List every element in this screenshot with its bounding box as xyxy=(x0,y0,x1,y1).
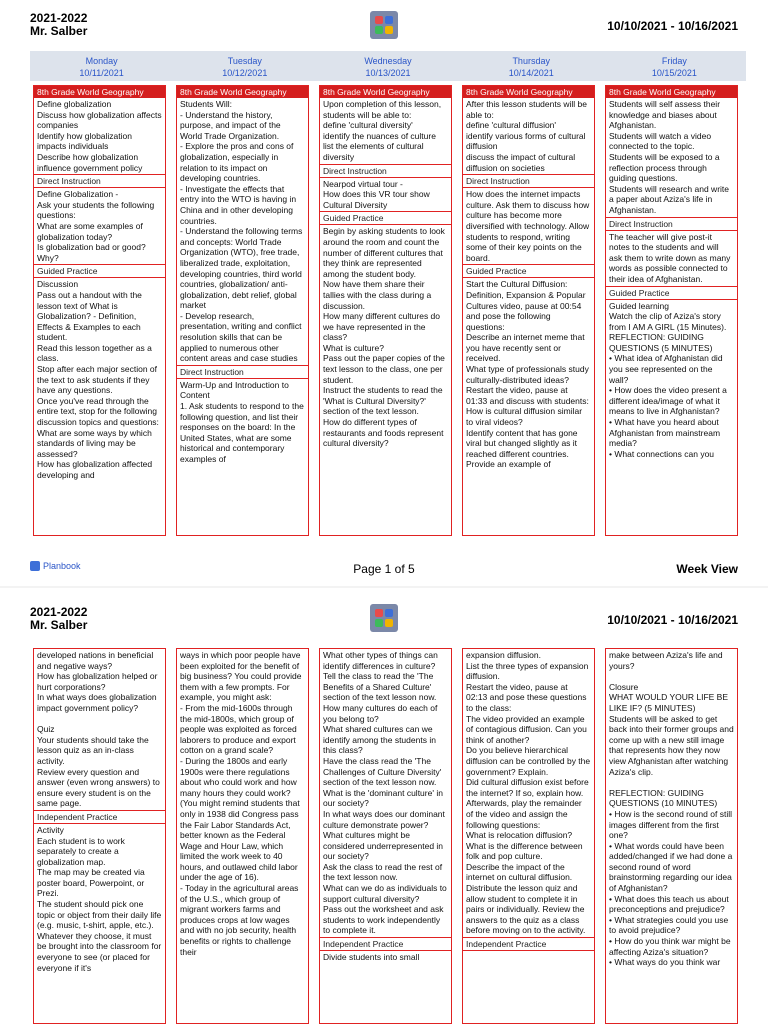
lesson-text: The teacher will give post-it notes to the students and will ask them to write down as many words as possible connected to their idea of Afghanistan. xyxy=(609,231,731,284)
course-title[interactable]: 8th Grade World Geography xyxy=(463,86,594,98)
section-heading: Guided Practice xyxy=(606,286,737,300)
lesson-text: Activity Each student is to work separately to create a globalization map. The map may be created via poster board, Powerpoint, or Prezi. The student should pick one topic or object from their daily life (e.g. music, t-shirt, apple, etc.). Whatever they choose, it must be brought into the classroom for everyone to see (or placed for everyone if it's xyxy=(37,824,162,973)
lesson-text: Define Globalization - Ask your students the following questions: What are some examples of globalization today? Is globalization bad or good? Why? xyxy=(37,189,155,263)
lesson-column-tuesday xyxy=(176,85,309,536)
lesson-text: Upon completion of this lesson, students will be able to: define 'cultural diversity' identify the nuances of culture list the elements of cultural diversity xyxy=(323,99,442,162)
school-year: 2021-2022 xyxy=(30,605,88,619)
section-heading: Independent Practice xyxy=(463,937,594,951)
lesson-text: Guided learning Watch the clip of Aziza's story from I AM A GIRL (15 Minutes). REFLECTION: GUIDING QUESTIONS (5 MINUTES) • What idea of Afghanistan did you see represented on the wall? • How does the video present a different idea/image of what it means to live in Afghanistan? • What have you heard about Afghanistan from mainstream media? • What connections can you xyxy=(609,300,727,459)
lesson-text: Students Will: - Understand the history, purpose, and impact of the World Trade Organization. - Explore the pros and cons of globalization, especially in relation to its impact on developing countries. - Investigate the effects that entry into the WTO is having in China and in other developing countries. - Understand the following terms and concepts: World Trade Organization (WTO), free trade, liberalized trade, exploitation, developing countries, third world countries, globalization/ anti-globalization, debt relief, global market - Develop research, presentation, writing and conflict resolution skills that can be applied to numerous other content areas and case studies xyxy=(180,99,303,364)
lesson-text: Start the Cultural Diffusion: Definition, Expansion & Popular Cultures video, pause at 00:54 and pose the following questions: Describe an internet meme that you have recently sent or received. What type of professionals study culturally-distributed ideas? Restart the video, pause at 01:33 and discuss with students: How is cultural diffusion similar to viral videos? Identify content that has gone viral but changed slightly as it reached different countries. Provide an example of xyxy=(466,279,589,470)
page-number: Page 1 of 5 xyxy=(353,562,415,576)
section-heading: Guided Practice xyxy=(320,211,451,225)
planbook-brand[interactable]: Planbook xyxy=(30,561,81,571)
section-heading: Direct Instruction xyxy=(320,164,451,178)
lesson-text: make between Aziza's life and yours? Closure WHAT WOULD YOUR LIFE BE LIKE IF? (5 MINUTES) Students will be asked to get back into their former groups and come up with a new still image that represents how they now view Afghanistan after watching Aziza's clip. REFLECTION: GUIDING QUESTIONS (10 MINUTES) • How is the second round of still images different from the first one? • What words could have been added/changed if we had done a second round of word brainstorming regarding our idea of Afghanistan? • What does this teach us about preconceptions and prejudice? • What strategies could you use to avoid prejudice? • How do you think war might be affecting Aziza's situation? • What ways do you think war xyxy=(609,650,734,968)
lesson-text: What other types of things can identify differences in culture? Tell the class to read the 'The Benefits of a Shared Culture' section of the text lesson now. How many cultures do each of you belong to? What shared cultures can we identify among the students in this class? Have the class read the 'The Challenges of Culture Diversity' section of the text lesson now. What is the 'dominant culture' in our society? In what ways does our dominant culture demonstrate power? What cultures might be considered underrepresented in our society? Ask the class to read the rest of the text lesson now. What can we do as individuals to support cultural diversity? Pass out the worksheet and ask students to work independently to complete it. xyxy=(323,650,447,936)
day-header-row xyxy=(30,51,746,81)
teacher-name: Mr. Salber xyxy=(30,24,88,38)
view-label: Week View xyxy=(676,562,738,576)
section-heading: Independent Practice xyxy=(34,810,165,824)
page-separator xyxy=(0,586,768,588)
lesson-text: Define globalization Discuss how globalization affects companies Identify how globalization impacts individuals Describe how globalization influence government policy xyxy=(37,99,162,173)
lesson-text: Students will self assess their knowledge and biases about Afghanistan. Students will watch a video connected to the topic. Students will be exposed to a reflection process through guiding questions. Students will research and write a paper about Aziza's life in Afghanistan. xyxy=(609,99,730,215)
header-left-page2 xyxy=(30,606,87,632)
lesson-column-friday xyxy=(605,648,738,1024)
date-range: 10/10/2021 - 10/16/2021 xyxy=(607,19,738,33)
lesson-text: After this lesson students will be able to: define 'cultural diffusion' identify various forms of cultural diffusion discuss the impact of cultural diffusion on societies xyxy=(466,99,587,173)
day-header-tuesday[interactable]: Tuesday 10/12/2021 xyxy=(222,56,268,78)
section-heading: Guided Practice xyxy=(463,264,594,278)
lesson-text: Divide students into small xyxy=(323,952,420,963)
day-header-friday[interactable]: Friday 10/15/2021 xyxy=(651,56,697,78)
lesson-text: Discussion Pass out a handout with the lesson text of What is Globalization? - Definition, Effects & Examples to each student. Read this lesson together as a class. Stop after each major section of the text to ask students if they have any questions. Once you've read through the entire text, stop for the following discussion topics and questions: What are some ways by which standards of living may be assessed? How has globalization affected developing and xyxy=(37,279,159,480)
lesson-column-monday xyxy=(33,648,166,1024)
course-title[interactable]: 8th Grade World Geography xyxy=(177,86,308,98)
planbook-logo-icon xyxy=(370,11,398,39)
lesson-column-friday xyxy=(605,85,738,536)
lesson-text: Nearpod virtual tour - How does this VR tour show Cultural Diversity xyxy=(323,178,430,210)
lesson-column-wednesday xyxy=(319,85,452,536)
lesson-text: Warm-Up and Introduction to Content 1. Ask students to respond to the following question, and list their responses on the board: In the United States, what are some historical and contemporary examples of xyxy=(180,379,304,464)
section-heading: Direct Instruction xyxy=(34,174,165,188)
section-heading: Direct Instruction xyxy=(606,217,737,231)
lesson-text: developed nations in beneficial and negative ways? How has globalization helped or hurt corporations? In what ways does globalization impact government policy? Quiz Your students should take the lesson quiz as an in-class activity. Review every question and answer (even wrong answers) to ensure every student is on the same page. xyxy=(37,650,160,809)
day-header-monday[interactable]: Monday 10/11/2021 xyxy=(79,56,124,78)
course-title[interactable]: 8th Grade World Geography xyxy=(606,86,737,98)
lesson-text: How does the internet impacts culture. Ask them to discuss how culture has become more diversified with technology. Allow students to respond, writing some of their key points on the board. xyxy=(466,189,590,263)
section-heading: Independent Practice xyxy=(320,937,451,951)
teacher-name: Mr. Salber xyxy=(30,618,88,632)
school-year: 2021-2022 xyxy=(30,11,88,25)
day-header-thursday[interactable]: Thursday 10/14/2021 xyxy=(508,56,554,78)
course-title[interactable]: 8th Grade World Geography xyxy=(320,86,451,98)
lesson-column-monday xyxy=(33,85,166,536)
section-heading: Direct Instruction xyxy=(177,365,308,379)
lesson-text: ways in which poor people have been exploited for the benefit of big business? You could provide them with a few prompts. For example, you might ask: - From the mid-1600s through the mid-1800s, which group of people was exploited as forced laborers to produce and export cotton on a grand scale? - During the 1800s and early 1900s were there regulations about who could work and how many hours they could work? (You might remind students that only in 1938 did Congress pass the Fair Labor Standards Act, better known as the Federal Wage and Hour Law, which limited the work week to 40 hours, and outlawed child labor under the age of 16). - Today in the agricultural areas of the U.S., which group of migrant workers farms and produces crops at low wages and with no job security, health benefits or rights to challenge their xyxy=(180,650,302,957)
lesson-column-thursday xyxy=(462,85,595,536)
date-range: 10/10/2021 - 10/16/2021 xyxy=(607,613,738,627)
header-left xyxy=(30,12,87,38)
lesson-column-wednesday xyxy=(319,648,452,1024)
lesson-text: Begin by asking students to look around the room and count the number of different cultures that they think are represented among the student body. Now have them share their tallies with the class during a discussion. How many different cultures do we have represented in the class? What is culture? Pass out the paper copies of the text lesson to the class, one per student. Instruct the students to read the 'What is Cultural Diversity?' section of the text lesson. How do different types of restaurants and foods represent cultural diversity? xyxy=(323,226,445,449)
lesson-text: expansion diffusion. List the three types of expansion diffusion. Restart the video, pause at 02:13 and pose these questions to the class: The video provided an example of contagious diffusion. Can you think of another? Do you believe hierarchical diffusion can be controlled by the government? Explain. Did cultural diffusion exist before the internet? If so, explain how. Afterwards, play the remainder of the video and assign the following questions: What is relocation diffusion? What is the difference between folk and pop culture. Describe the impact of the internet on cultural diffusion. Distribute the lesson quiz and allow student to complete it in pairs or individually. Review the answers to the quiz as a class before moving on to the activity. xyxy=(466,650,591,936)
day-header-wednesday[interactable]: Wednesday 10/13/2021 xyxy=(364,56,412,78)
section-heading: Guided Practice xyxy=(34,264,165,278)
planbook-logo-icon xyxy=(370,604,398,632)
lesson-column-thursday xyxy=(462,648,595,1024)
lesson-column-tuesday xyxy=(176,648,309,1024)
section-heading: Direct Instruction xyxy=(463,174,594,188)
course-title[interactable]: 8th Grade World Geography xyxy=(34,86,165,98)
